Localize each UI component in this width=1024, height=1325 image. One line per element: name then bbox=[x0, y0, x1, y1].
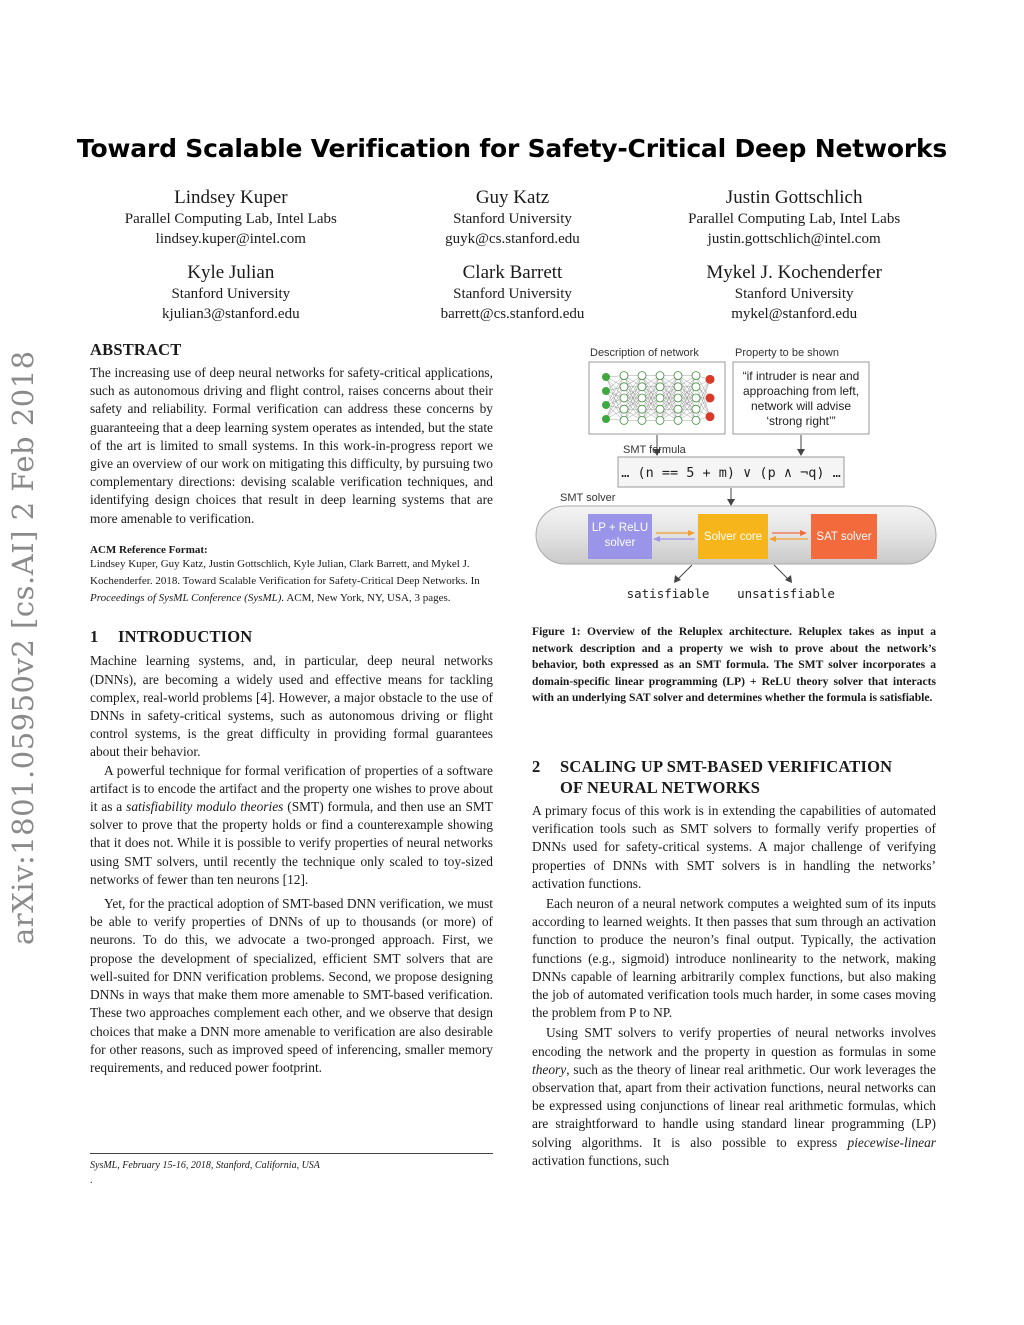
acm-text-part: Lindsey Kuper, Guy Katz, Justin Gottschlich, Kyle Julian, Clark Barrett, and Mykel J. Kochenderfer. 2018. Toward Scalable Verification for Safety-Critical Deep Networks. In bbox=[90, 557, 480, 588]
arrow-head bbox=[785, 575, 792, 583]
author bbox=[90, 261, 372, 324]
text-span: , such as the theory of linear real arithmetic. Our work leverages the observation that, apart from their activation functions, neural networks can be expressed using conjunctions of linear real arithmetic formulas, which are straightforward to handle using standard linear programming (LP) solving algorithms. It is also possible to express bbox=[532, 1061, 936, 1150]
hidden-neuron bbox=[620, 416, 628, 424]
hidden-neuron bbox=[674, 416, 682, 424]
hidden-neuron bbox=[638, 394, 646, 402]
section-number: 2 bbox=[532, 757, 541, 776]
footnote-rule bbox=[90, 1153, 493, 1154]
property-line: “if intruder is near and bbox=[742, 369, 860, 383]
acm-venue: Proceedings of SysML Conference (SysML). bbox=[90, 592, 285, 605]
author-affiliation: Stanford University bbox=[734, 286, 854, 302]
hidden-neuron bbox=[638, 383, 646, 391]
section-1-heading bbox=[90, 627, 493, 647]
arxiv-identifier: arXiv:1801.05950v2 [cs.AI] 2 Feb 2018 bbox=[6, 350, 40, 945]
section-title: INTRODUCTION bbox=[118, 627, 253, 647]
property-line: approaching from left, bbox=[742, 384, 860, 398]
arrow-head bbox=[674, 575, 681, 583]
author bbox=[653, 261, 935, 324]
output-neuron bbox=[706, 412, 715, 421]
hidden-neuron bbox=[638, 372, 646, 380]
intro-paragraph-2 bbox=[90, 762, 493, 889]
abstract-heading: ABSTRACT bbox=[90, 340, 182, 359]
author-block bbox=[90, 186, 935, 324]
author-email: guyk@cs.stanford.edu bbox=[445, 230, 580, 247]
solver-core-label: Solver core bbox=[703, 531, 763, 543]
author bbox=[653, 186, 935, 249]
hidden-neuron bbox=[692, 394, 700, 402]
description-label: Description of network bbox=[590, 347, 699, 359]
author bbox=[90, 186, 372, 249]
hidden-neuron bbox=[620, 383, 628, 391]
text-span: Using SMT solvers to verify properties of neural networks involves encoding the network and the property in question as formulas in some bbox=[532, 1025, 936, 1059]
lp-relu-label: solver bbox=[604, 537, 636, 549]
acm-reference-heading: ACM Reference Format: bbox=[90, 543, 208, 556]
arrow-head bbox=[797, 449, 805, 456]
author-name: Clark Barrett bbox=[462, 262, 563, 283]
outcome-unsatisfiable: unsatisfiable bbox=[737, 586, 835, 601]
text-span: A powerful technique for formal verification of properties of a software artifact is to encode the artifact and the property one wishes to prove about it as a bbox=[90, 762, 493, 815]
paper-title: Toward Scalable Verification for Safety-Critical Deep Networks bbox=[76, 134, 948, 163]
author-name: Guy Katz bbox=[475, 187, 550, 208]
reluplex-figure bbox=[532, 340, 942, 620]
caption-label: Figure 1: bbox=[532, 625, 581, 638]
hidden-neuron bbox=[692, 405, 700, 413]
right-column bbox=[532, 756, 936, 1170]
input-neuron bbox=[602, 387, 610, 395]
hidden-neuron bbox=[620, 394, 628, 402]
hidden-neuron bbox=[674, 405, 682, 413]
author-name: Lindsey Kuper bbox=[174, 187, 288, 208]
hidden-neuron bbox=[692, 372, 700, 380]
hidden-neuron bbox=[692, 416, 700, 424]
hidden-neuron bbox=[692, 383, 700, 391]
property-line: network will advise bbox=[750, 399, 852, 413]
hidden-neuron bbox=[674, 383, 682, 391]
input-neuron bbox=[602, 401, 610, 409]
acm-reference-text bbox=[90, 556, 493, 608]
footnote-mark: . bbox=[90, 1175, 93, 1186]
abstract-text: The increasing use of deep neural networks for safety-critical applications, such as autonomous driving and flight control, raises concerns about their safety and reliability. Formal verification can address these concerns by guaranteeing that a deep learning system operates as intended, but the state of the art is limited to small systems. In this work-in-progress report we give an overview of our work on mitigating this difficulty, by pursuing two complementary directions: devising scalable verification techniques, and identifying design choices that result in deep learning systems that are more amenable to verification. bbox=[90, 365, 493, 526]
text-span: activation functions, such bbox=[532, 1152, 670, 1168]
lp-relu-label: LP + ReLU bbox=[591, 522, 649, 534]
smt-solver-label: SMT solver bbox=[560, 492, 616, 504]
section2-paragraph-1: A primary focus of this work is in extending the capabilities of automated verification tools such as SMT solvers to formally verify properties of DNNs used for safety-critical systems. A major challenge of verifying properties of DNNs with SMT solvers is in handling the networks’ activation functions. bbox=[532, 803, 936, 891]
author-name: Mykel J. Kochenderfer bbox=[706, 262, 882, 283]
section-2-heading bbox=[532, 756, 936, 798]
author-name: Justin Gottschlich bbox=[725, 187, 863, 208]
hidden-neuron bbox=[620, 372, 628, 380]
sat-solver-label: SAT solver bbox=[816, 531, 872, 543]
smt-formula-label: SMT formula bbox=[623, 444, 686, 456]
author-affiliation: Stanford University bbox=[453, 286, 572, 302]
smt-formula: … (n == 5 + m) ∨ (p ∧ ¬q) … bbox=[621, 465, 841, 481]
hidden-neuron bbox=[656, 416, 664, 424]
hidden-neuron bbox=[674, 372, 682, 380]
figure-caption bbox=[532, 624, 936, 707]
intro-paragraph-1: Machine learning systems, and, in particular, deep neural networks (DNNs), are becoming a widely used and effective means for tackling complex, real-world problems [4]. However, a major obstacle to the use of DNNs in safety-critical systems, such as autonomous driving or flight control systems, is the great difficulty in providing formal guarantees about their behavior. bbox=[90, 653, 493, 760]
author-email: barrett@cs.stanford.edu bbox=[440, 305, 585, 322]
hidden-neuron bbox=[620, 405, 628, 413]
author-email: lindsey.kuper@intel.com bbox=[155, 230, 306, 247]
hidden-neuron bbox=[674, 394, 682, 402]
left-column bbox=[90, 340, 493, 1077]
author-email: kjulian3@stanford.edu bbox=[162, 305, 300, 322]
acm-text-part: ACM, New York, NY, USA, 3 pages. bbox=[284, 592, 451, 605]
section2-paragraph-3 bbox=[532, 1024, 936, 1170]
output-neuron bbox=[706, 375, 715, 384]
caption-text: Overview of the Reluplex architecture. Reluplex takes as input a network description and a property we wish to prove about the network’s behavior, both expressed as an SMT formula. The SMT solver incorporates a domain-specific linear programming (LP) + ReLU theory solver that interacts with an underlying SAT solver and determines whether the formula is satisfiable. bbox=[532, 625, 936, 705]
input-neuron bbox=[602, 415, 610, 423]
input-neuron bbox=[602, 373, 610, 381]
emphasis: piecewise-linear bbox=[847, 1134, 936, 1150]
author-affiliation: Stanford University bbox=[171, 286, 291, 302]
author-affiliation: Parallel Computing Lab, Intel Labs bbox=[124, 211, 337, 227]
section-title-line: SCALING UP SMT-BASED VERIFICATION bbox=[560, 757, 893, 776]
author-affiliation: Stanford University bbox=[453, 211, 572, 227]
footnote: SysML, February 15-16, 2018, Stanford, California, USA bbox=[90, 1160, 320, 1171]
author-affiliation: Parallel Computing Lab, Intel Labs bbox=[688, 211, 901, 227]
hidden-neuron bbox=[656, 405, 664, 413]
output-neuron bbox=[706, 394, 715, 403]
outcome-arrows bbox=[677, 565, 789, 580]
emphasis: satisfiability modulo theories bbox=[126, 799, 284, 815]
property-label: Property to be shown bbox=[735, 347, 839, 359]
author-name: Kyle Julian bbox=[187, 262, 275, 283]
hidden-neuron bbox=[638, 416, 646, 424]
arrow-head bbox=[727, 499, 735, 506]
hidden-neuron bbox=[656, 394, 664, 402]
hidden-neuron bbox=[656, 372, 664, 380]
text-span: (SMT) formula, and then use an SMT solver to prove that the property holds or find a counterexample showing that it does not. While it is possible to verify properties of neural networks using SMT solvers, until recently the technique only scaled to toy-sized networks of fewer than ten neurons [12]. bbox=[90, 799, 493, 887]
emphasis: theory bbox=[532, 1061, 567, 1077]
outcome-satisfiable: satisfiable bbox=[626, 586, 710, 601]
author-email: mykel@stanford.edu bbox=[731, 305, 858, 322]
section2-paragraph-2: Each neuron of a neural network computes a weighted sum of its inputs according to learned weights. It then passes that sum through an activation function to produce the neuron’s final output. Typically, the activation functions (e.g., sigmoid) introduce nonlinearity to the network, making DNNs capable of learning arbitrarily complex functions, but also making the job of automated verification tools much harder, in some cases moving the problem from P to NP. bbox=[532, 896, 936, 1021]
author-email: justin.gottschlich@intel.com bbox=[707, 230, 881, 247]
figure-caption-block bbox=[532, 624, 936, 707]
intro-paragraph-3: Yet, for the practical adoption of SMT-based DNN verification, we must be able to verify properties of DNNs of up to thousands (or more) of neurons. To do this, we advocate a two-pronged approach. First, we propose the development of specialized, efficient SMT solvers that are well-suited for DNN verification problems. Second, we propose designing DNNs in ways that make them more amenable to SMT-based verification. These two approaches complement each other, and we observe that design choices that make a DNN more amenable to verification are also desirable for other reasons, such as improved speed of inferencing, smaller memory requirements, and reduced power footprint. bbox=[90, 896, 493, 1075]
property-line: ‘strong right’” bbox=[766, 414, 836, 428]
author bbox=[372, 261, 654, 324]
section-number: 1 bbox=[90, 627, 99, 647]
author bbox=[372, 186, 654, 249]
section-title-line: OF NEURAL NETWORKS bbox=[560, 778, 761, 797]
hidden-neuron bbox=[638, 405, 646, 413]
hidden-neuron bbox=[656, 383, 664, 391]
